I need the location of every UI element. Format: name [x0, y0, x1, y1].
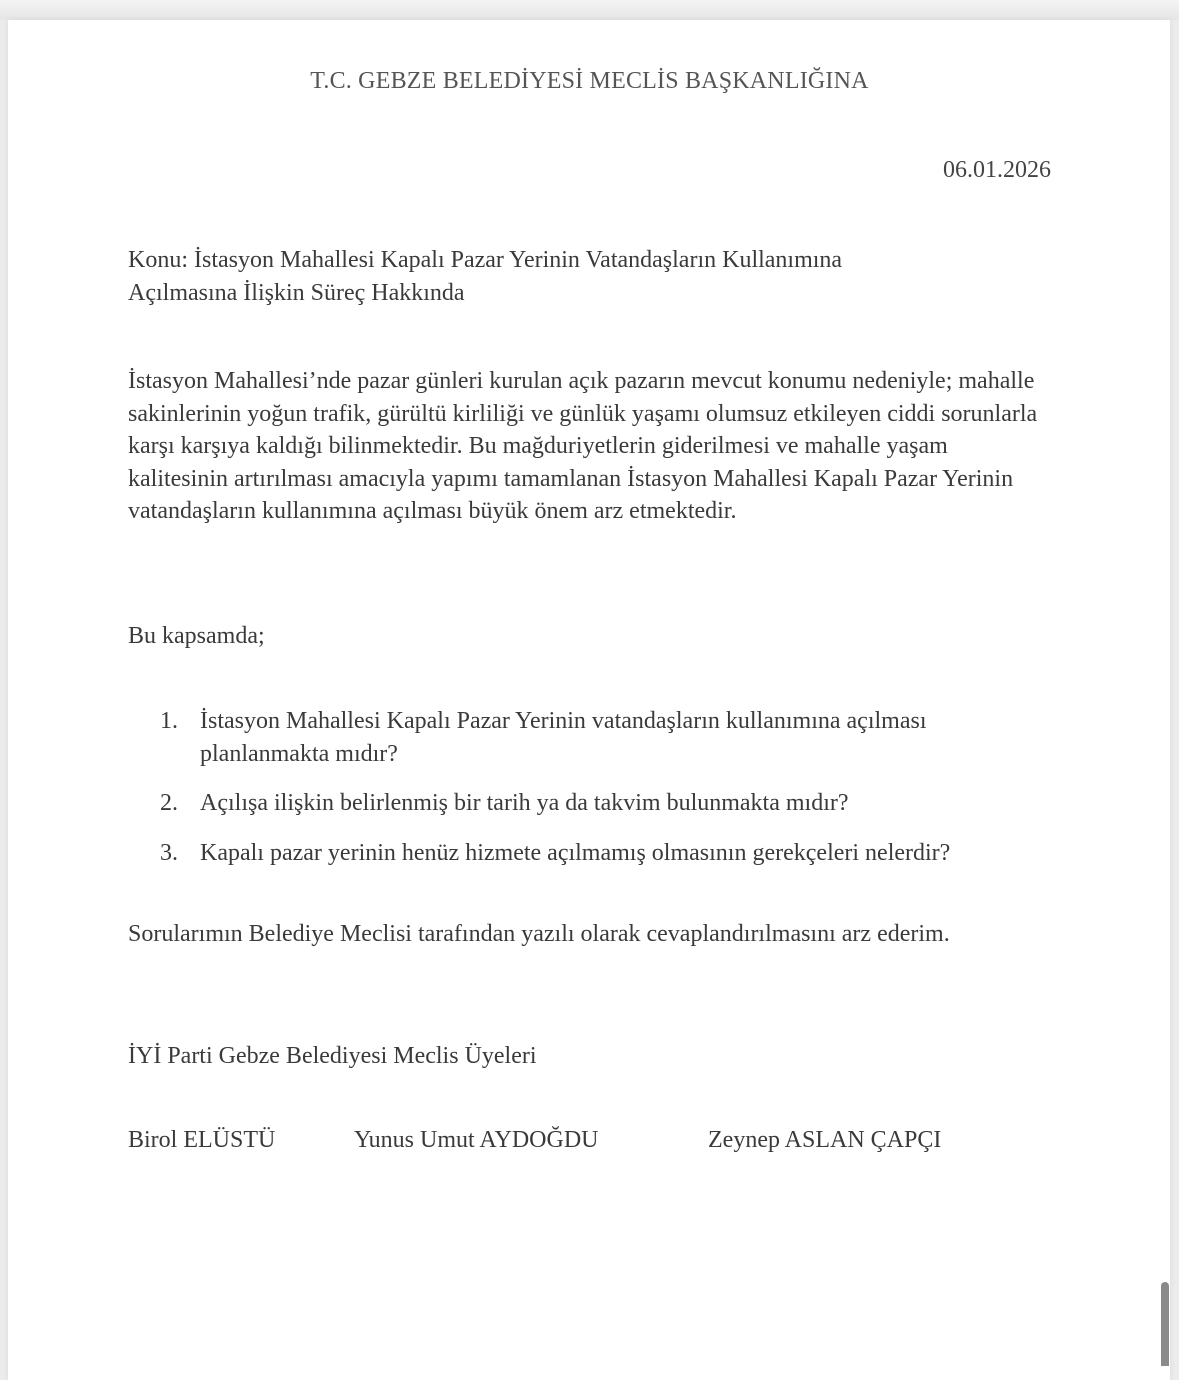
question-number: 1. [160, 708, 178, 734]
question-text: İstasyon Mahallesi Kapalı Pazar Yerinin vatandaşların kullanımına açılması planlanmakta mıdır? [200, 708, 927, 767]
questions-list [160, 705, 1020, 886]
signer-name: Zeynep ASLAN ÇAPÇI [708, 1127, 942, 1153]
question-text: Açılışa ilişkin belirlenmiş bir tarih ya da takvim bulunmakta mıdır? [200, 790, 849, 816]
viewer-top-bar [0, 0, 1179, 20]
vertical-scrollbar[interactable] [1161, 1282, 1169, 1366]
subject [128, 244, 1008, 309]
scope-line: Bu kapsamda; [128, 623, 265, 649]
question-item [160, 837, 1020, 870]
question-text: Kapalı pazar yerinin henüz hizmete açılmamış olmasının gerekçeleri nelerdir? [200, 839, 951, 866]
question-number: 2. [160, 790, 178, 816]
closing-paragraph: Sorularımın Belediye Meclisi tarafından yazılı olarak cevaplandırılmasını arz ederim. [128, 921, 950, 947]
document-date: 06.01.2026 [943, 157, 1051, 183]
document-title: T.C. GEBZE BELEDİYESİ MECLİS BAŞKANLIĞINA [310, 68, 869, 94]
document-page [8, 20, 1170, 1380]
signer-name: Birol ELÜSTÜ [128, 1127, 276, 1153]
subject-line-2: Açılmasına İlişkin Süreç Hakkında [128, 279, 465, 306]
body-paragraph: İstasyon Mahallesi’nde pazar günleri kurulan açık pazarın mevcut konumu nedeniyle; mahalle sakinlerinin yoğun trafik, gürültü kirliliği ve günlük yaşamı olumsuz etkileyen ciddi sorunlarla karşı karşıya kaldığı bilinmektedir. Bu mağduriyetlerin giderilmesi ve mahalle yaşam kalitesinin artırılması amacıyla yapımı tamamlanan İstasyon Mahallesi Kapalı Pazar Yerinin vatandaşların kullanımına açılması büyük önem arz etmektedir. [128, 368, 1038, 524]
signer-name: Yunus Umut AYDOĞDU [354, 1127, 599, 1153]
subject-line-1: Konu: İstasyon Mahallesi Kapalı Pazar Yerinin Vatandaşların Kullanımına [128, 247, 843, 273]
question-item [160, 787, 1020, 820]
question-item [160, 705, 1020, 770]
signatory-group: İYİ Parti Gebze Belediyesi Meclis Üyeleri [128, 1043, 537, 1069]
question-number: 3. [160, 839, 178, 866]
